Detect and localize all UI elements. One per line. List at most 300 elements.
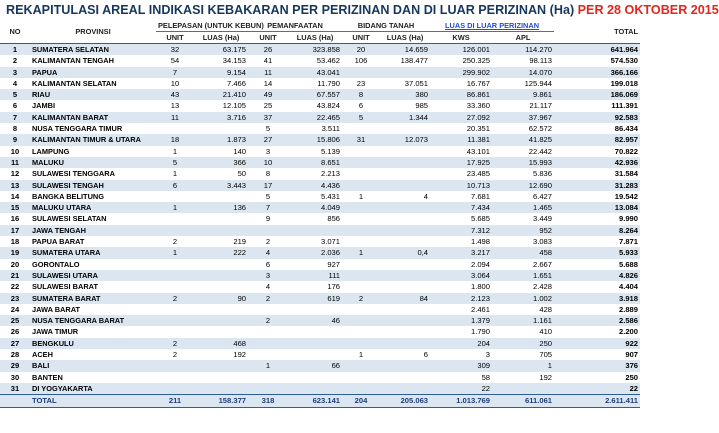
row-bidang-unit [342,304,380,315]
table-row [0,270,640,281]
table-row [0,191,640,202]
row-kws: 1.379 [430,315,492,326]
row-kws: 17.925 [430,157,492,168]
row-bidang-luas [380,67,430,78]
row-pelepasan-luas: 140 [194,146,248,157]
table-row [0,112,640,123]
row-bidang-luas: 84 [380,293,430,304]
row-pelepasan-unit: 54 [156,55,194,66]
row-bidang-luas [380,304,430,315]
row-pemanfaatan-luas: 5.431 [288,191,342,202]
row-no: 7 [0,112,30,123]
row-province: RIAU [30,89,156,100]
row-pemanfaatan-unit: 4 [248,281,288,292]
total-apl: 611.061 [492,395,554,408]
table-row [0,55,640,66]
row-pemanfaatan-luas: 46 [288,315,342,326]
row-pelepasan-unit: 2 [156,338,194,349]
row-total: 907 [554,349,640,360]
row-no: 26 [0,326,30,337]
row-no: 3 [0,67,30,78]
row-bidang-luas [380,180,430,191]
row-kws: 5.685 [430,213,492,224]
row-kws: 3.217 [430,247,492,258]
row-pelepasan-luas: 9.154 [194,67,248,78]
row-total: 9.990 [554,213,640,224]
row-province: SUMATERA BARAT [30,293,156,304]
row-pelepasan-unit [156,383,194,395]
table-body [0,44,640,395]
row-apl: 98.113 [492,55,554,66]
row-pemanfaatan-unit: 5 [248,123,288,134]
table-row [0,293,640,304]
header-kws: KWS [452,33,470,42]
row-bidang-luas: 37.051 [380,78,430,89]
row-bidang-luas [380,270,430,281]
row-apl: 3.083 [492,236,554,247]
row-pelepasan-luas [194,372,248,383]
row-pemanfaatan-unit [248,372,288,383]
row-kws: 299.902 [430,67,492,78]
row-bidang-unit [342,180,380,191]
row-pelepasan-luas: 468 [194,338,248,349]
row-bidang-unit [342,338,380,349]
report-title [6,3,719,19]
row-no: 19 [0,247,30,258]
row-bidang-unit [342,123,380,134]
row-bidang-luas [380,360,430,371]
row-pemanfaatan-luas [288,225,342,236]
row-bidang-unit: 2 [342,293,380,304]
row-pemanfaatan-luas: 8.651 [288,157,342,168]
row-kws: 204 [430,338,492,349]
row-pelepasan-luas [194,315,248,326]
row-pemanfaatan-luas: 15.806 [288,134,342,145]
row-province: SUMATERA SELATAN [30,44,156,56]
row-pemanfaatan-unit: 5 [248,191,288,202]
row-bidang-luas [380,259,430,270]
row-province: SULAWESI BARAT [30,281,156,292]
row-pemanfaatan-luas: 323.858 [288,44,342,56]
row-kws: 1.498 [430,236,492,247]
row-kws: 3.064 [430,270,492,281]
row-province: BANTEN [30,372,156,383]
row-pemanfaatan-luas: 67.557 [288,89,342,100]
row-no: 23 [0,293,30,304]
row-no: 10 [0,146,30,157]
row-pemanfaatan-luas: 4.436 [288,180,342,191]
row-province: BALI [30,360,156,371]
row-province: NUSA TENGGARA BARAT [30,315,156,326]
row-total: 22 [554,383,640,395]
row-pemanfaatan-unit: 4 [248,247,288,258]
row-pelepasan-luas: 366 [194,157,248,168]
row-pelepasan-unit: 43 [156,89,194,100]
row-bidang-unit [342,372,380,383]
row-bidang-unit: 31 [342,134,380,145]
row-pemanfaatan-unit: 3 [248,146,288,157]
row-apl: 1.002 [492,293,554,304]
row-pemanfaatan-luas: 4.049 [288,202,342,213]
row-province: KALIMANTAN TENGAH [30,55,156,66]
row-pemanfaatan-unit: 25 [248,100,288,111]
row-province: MALUKU UTARA [30,202,156,213]
row-province: DI YOGYAKARTA [30,383,156,395]
row-pemanfaatan-luas: 619 [288,293,342,304]
fire-area-table [0,20,640,408]
row-pemanfaatan-unit: 2 [248,236,288,247]
row-bidang-luas [380,146,430,157]
row-bidang-luas [380,315,430,326]
row-province: SULAWESI TENGGARA [30,168,156,179]
row-total: 19.542 [554,191,640,202]
row-pelepasan-unit: 32 [156,44,194,56]
table-row [0,338,640,349]
total-grand: 2.611.411 [554,395,640,408]
row-pelepasan-unit [156,304,194,315]
table-row [0,180,640,191]
row-bidang-unit: 106 [342,55,380,66]
row-no: 11 [0,157,30,168]
row-kws: 250.325 [430,55,492,66]
row-kws: 10.713 [430,180,492,191]
row-bidang-unit: 1 [342,191,380,202]
row-apl: 41.825 [492,134,554,145]
row-bidang-luas [380,372,430,383]
table-row [0,168,640,179]
row-pemanfaatan-unit: 17 [248,180,288,191]
header-bidang-luas: LUAS (Ha) [386,33,424,42]
header-pemanfaatan-unit: UNIT [259,33,277,42]
row-total: 574.530 [554,55,640,66]
row-total: 5.933 [554,247,640,258]
row-total: 92.583 [554,112,640,123]
row-kws: 2.094 [430,259,492,270]
table-row [0,89,640,100]
row-province: JAWA TIMUR [30,326,156,337]
row-pemanfaatan-unit: 26 [248,44,288,56]
total-pemanfaatan-luas: 623.141 [288,395,342,408]
row-pemanfaatan-unit: 27 [248,134,288,145]
table-row [0,202,640,213]
row-apl [492,383,554,395]
row-kws: 2.123 [430,293,492,304]
table-row [0,281,640,292]
row-pemanfaatan-luas: 2.036 [288,247,342,258]
row-bidang-unit: 8 [342,89,380,100]
row-no: 2 [0,55,30,66]
table-row [0,236,640,247]
table-row [0,78,640,89]
row-total: 4.404 [554,281,640,292]
row-bidang-luas [380,225,430,236]
report-title-date: PER 28 OKTOBER 2015 [577,3,719,17]
row-bidang-unit [342,259,380,270]
row-total: 13.084 [554,202,640,213]
row-bidang-luas [380,326,430,337]
row-pemanfaatan-unit: 2 [248,293,288,304]
row-total: 86.434 [554,123,640,134]
row-bidang-luas: 985 [380,100,430,111]
row-total: 31.584 [554,168,640,179]
table-row [0,134,640,145]
row-pelepasan-luas [194,281,248,292]
row-pelepasan-luas: 34.153 [194,55,248,66]
row-bidang-luas: 138.477 [380,55,430,66]
row-kws: 2.461 [430,304,492,315]
table-row [0,157,640,168]
row-bidang-unit [342,326,380,337]
row-total: 250 [554,372,640,383]
row-province: PAPUA BARAT [30,236,156,247]
row-pemanfaatan-unit [248,225,288,236]
row-apl: 952 [492,225,554,236]
row-apl: 1.161 [492,315,554,326]
row-bidang-unit [342,360,380,371]
row-pemanfaatan-luas: 3.071 [288,236,342,247]
row-pemanfaatan-luas [288,383,342,395]
row-province: PAPUA [30,67,156,78]
row-bidang-luas [380,281,430,292]
row-pelepasan-unit [156,315,194,326]
row-apl: 410 [492,326,554,337]
row-province: KALIMANTAN TIMUR & UTARA [30,134,156,145]
row-pemanfaatan-unit: 11 [248,67,288,78]
row-no: 16 [0,213,30,224]
row-pemanfaatan-unit: 1 [248,360,288,371]
row-pelepasan-luas [194,213,248,224]
row-bidang-unit: 6 [342,100,380,111]
row-pelepasan-unit: 1 [156,146,194,157]
row-total: 3.918 [554,293,640,304]
row-total: 4.826 [554,270,640,281]
row-pelepasan-luas: 12.105 [194,100,248,111]
row-apl: 14.070 [492,67,554,78]
row-pemanfaatan-luas [288,304,342,315]
total-kws: 1.013.769 [430,395,492,408]
row-apl: 21.117 [492,100,554,111]
header-total: TOTAL [614,27,639,36]
row-kws: 1.800 [430,281,492,292]
row-bidang-unit [342,315,380,326]
row-kws: 1.790 [430,326,492,337]
total-pelepasan-unit: 211 [156,395,194,408]
row-apl: 37.967 [492,112,554,123]
row-bidang-luas: 4 [380,191,430,202]
row-no: 30 [0,372,30,383]
row-pelepasan-luas: 219 [194,236,248,247]
total-pelepasan-luas: 158.377 [194,395,248,408]
row-total: 70.822 [554,146,640,157]
row-bidang-unit [342,383,380,395]
row-pelepasan-luas: 3.443 [194,180,248,191]
row-no: 1 [0,44,30,56]
row-pemanfaatan-luas: 53.462 [288,55,342,66]
row-bidang-luas: 0,4 [380,247,430,258]
table-row [0,315,640,326]
row-total: 7.871 [554,236,640,247]
row-pelepasan-luas [194,360,248,371]
row-province: JAWA BARAT [30,304,156,315]
row-pemanfaatan-luas: 856 [288,213,342,224]
row-apl: 2.428 [492,281,554,292]
row-province: JAWA TENGAH [30,225,156,236]
row-no: 9 [0,134,30,145]
table-row [0,67,640,78]
row-bidang-unit [342,281,380,292]
row-no: 28 [0,349,30,360]
row-pelepasan-luas: 3.716 [194,112,248,123]
header-bidang-unit: UNIT [352,33,370,42]
row-pelepasan-unit [156,326,194,337]
total-bidang-unit: 204 [342,395,380,408]
row-pemanfaatan-luas: 66 [288,360,342,371]
table-row [0,247,640,258]
row-province: BENGKULU [30,338,156,349]
row-pemanfaatan-unit: 10 [248,157,288,168]
row-bidang-luas: 1.344 [380,112,430,123]
row-total: 366.166 [554,67,640,78]
row-apl: 5.836 [492,168,554,179]
row-pelepasan-luas: 222 [194,247,248,258]
row-apl: 458 [492,247,554,258]
table-row [0,349,640,360]
row-pelepasan-luas [194,383,248,395]
row-province: SULAWESI UTARA [30,270,156,281]
row-no: 12 [0,168,30,179]
row-pelepasan-unit [156,270,194,281]
row-pemanfaatan-unit: 49 [248,89,288,100]
row-no: 15 [0,202,30,213]
row-bidang-unit [342,157,380,168]
row-pelepasan-unit: 1 [156,168,194,179]
row-total: 111.391 [554,100,640,111]
row-pelepasan-unit [156,372,194,383]
row-pelepasan-luas [194,326,248,337]
row-pemanfaatan-luas: 43.041 [288,67,342,78]
header-apl: APL [515,33,531,42]
row-apl: 62.572 [492,123,554,134]
row-no: 24 [0,304,30,315]
row-pelepasan-luas: 136 [194,202,248,213]
header-no: NO [9,27,21,36]
row-pemanfaatan-luas: 43.824 [288,100,342,111]
row-total: 922 [554,338,640,349]
row-pemanfaatan-luas [288,338,342,349]
row-bidang-luas: 380 [380,89,430,100]
row-province: JAMBI [30,100,156,111]
header-bidang-tanah: BIDANG TANAH [342,20,430,32]
row-pelepasan-unit: 2 [156,349,194,360]
row-pemanfaatan-luas: 111 [288,270,342,281]
row-total: 8.264 [554,225,640,236]
row-province: GORONTALO [30,259,156,270]
row-pelepasan-luas: 63.175 [194,44,248,56]
row-pelepasan-luas [194,191,248,202]
row-province: SULAWESI SELATAN [30,213,156,224]
row-bidang-luas [380,123,430,134]
row-pemanfaatan-luas: 2.213 [288,168,342,179]
row-bidang-unit: 1 [342,247,380,258]
row-pemanfaatan-luas: 927 [288,259,342,270]
row-bidang-unit [342,146,380,157]
row-bidang-unit [342,213,380,224]
row-no: 8 [0,123,30,134]
row-kws: 58 [430,372,492,383]
table-row [0,259,640,270]
row-pemanfaatan-luas: 22.465 [288,112,342,123]
row-pelepasan-luas: 1.873 [194,134,248,145]
table-row [0,213,640,224]
row-total: 641.964 [554,44,640,56]
row-pelepasan-unit [156,225,194,236]
row-no: 6 [0,100,30,111]
row-kws: 43.101 [430,146,492,157]
row-pemanfaatan-unit: 14 [248,78,288,89]
row-bidang-luas [380,168,430,179]
row-province: MALUKU [30,157,156,168]
row-pelepasan-luas [194,270,248,281]
row-pelepasan-unit [156,191,194,202]
row-bidang-luas [380,338,430,349]
row-pelepasan-luas [194,259,248,270]
row-pemanfaatan-unit [248,349,288,360]
header-provinsi: PROVINSI [75,27,111,36]
row-apl: 22.442 [492,146,554,157]
row-kws: 7.434 [430,202,492,213]
header-pemanfaatan-luas: LUAS (Ha) [296,33,334,42]
row-total: 2.889 [554,304,640,315]
row-pelepasan-luas [194,304,248,315]
row-apl: 15.993 [492,157,554,168]
row-no: 18 [0,236,30,247]
row-no: 27 [0,338,30,349]
row-no: 20 [0,259,30,270]
row-pelepasan-luas [194,225,248,236]
total-no [0,395,30,408]
row-bidang-luas: 12.073 [380,134,430,145]
row-pelepasan-unit [156,259,194,270]
row-pemanfaatan-unit [248,383,288,395]
row-bidang-luas: 14.659 [380,44,430,56]
row-pemanfaatan-luas [288,349,342,360]
row-no: 14 [0,191,30,202]
total-bidang-luas: 205.063 [380,395,430,408]
row-kws: 27.092 [430,112,492,123]
table-row [0,326,640,337]
row-bidang-unit [342,236,380,247]
row-pemanfaatan-unit: 7 [248,202,288,213]
row-pemanfaatan-unit [248,338,288,349]
row-pelepasan-luas [194,123,248,134]
total-pemanfaatan-unit: 318 [248,395,288,408]
row-pelepasan-unit: 7 [156,67,194,78]
row-province: SUMATERA UTARA [30,247,156,258]
row-kws: 16.767 [430,78,492,89]
row-bidang-luas [380,157,430,168]
row-no: 13 [0,180,30,191]
row-pemanfaatan-unit: 37 [248,112,288,123]
header-luar-perizinan-link[interactable]: LUAS DI LUAR PERIZINAN [430,20,554,32]
row-bidang-unit: 5 [342,112,380,123]
row-pelepasan-unit [156,213,194,224]
row-total: 42.936 [554,157,640,168]
row-apl: 705 [492,349,554,360]
row-pelepasan-luas: 90 [194,293,248,304]
row-total: 2.586 [554,315,640,326]
row-bidang-luas [380,202,430,213]
table-row [0,225,640,236]
